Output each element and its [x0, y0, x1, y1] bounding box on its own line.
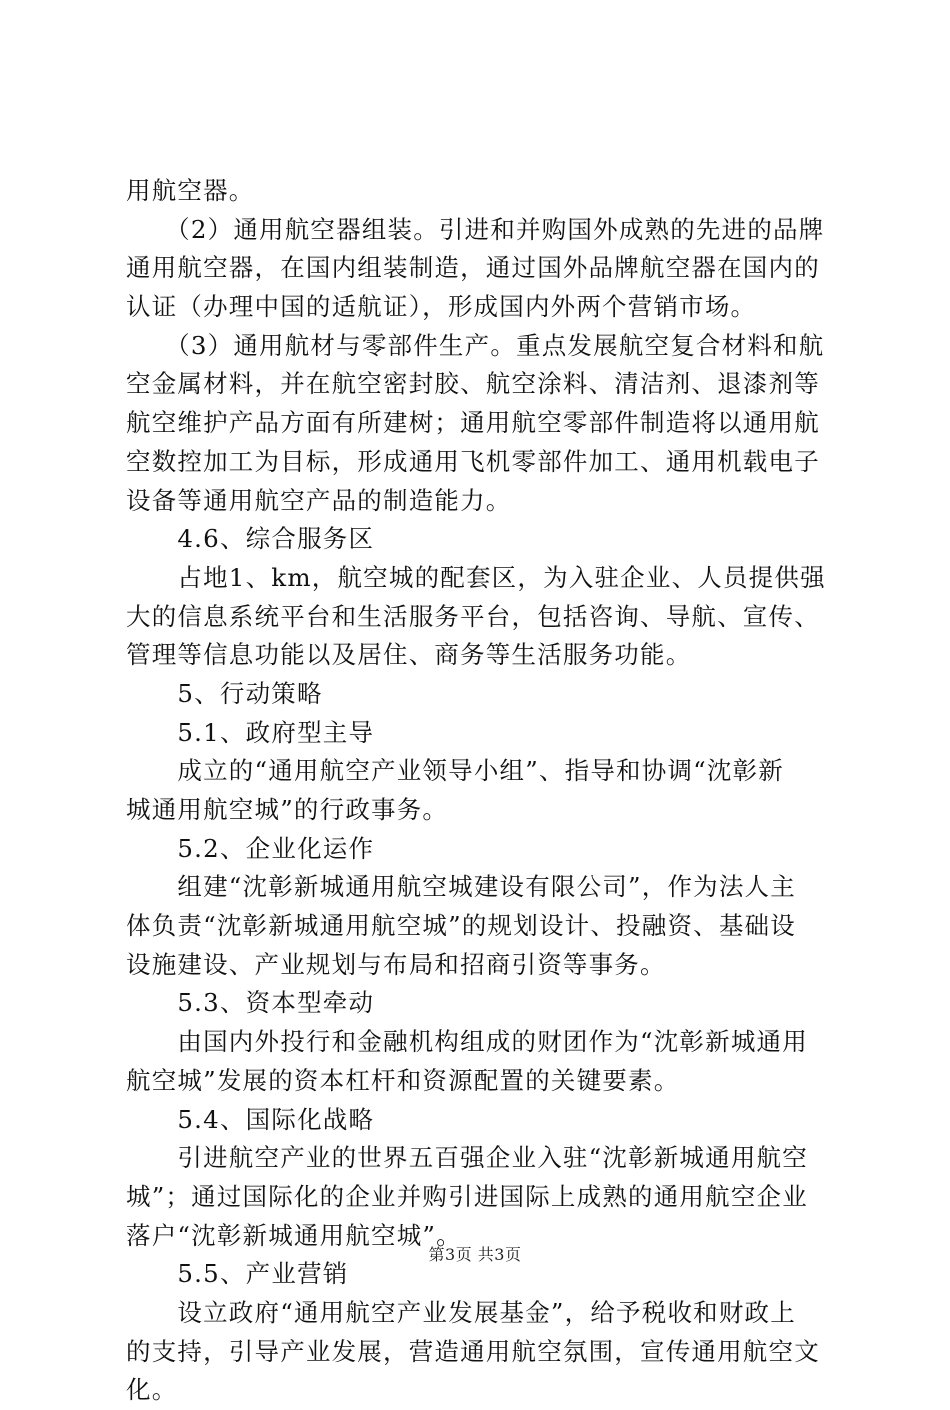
text-line: 通用航空器，在国内组装制造，通过国外品牌航空器在国内的: [126, 253, 820, 283]
text-line: （2）通用航空器组装。引进和并购国外成熟的先进的品牌: [126, 214, 825, 244]
text-line: 引进航空产业的世界五百强企业入驻“沈彰新城通用航空: [126, 1143, 808, 1173]
section-heading: 5.4、国际化战略: [126, 1104, 375, 1134]
section-heading: 5.5、产业营销: [126, 1259, 349, 1289]
text-line: 城通用航空城”的行政事务。: [126, 795, 449, 824]
text-line: 化。: [126, 1375, 178, 1405]
text-line: 设施建设、产业规划与布局和招商引资等事务。: [126, 949, 666, 979]
text-line: 成立的“通用航空产业领导小组”、指导和协调“沈彰新: [126, 756, 784, 786]
text-line: 城”；通过国际化的企业并购引进国际上成熟的通用航空企业: [126, 1181, 808, 1211]
text-line: 空金属材料，并在航空密封胶、航空涂料、清洁剂、退漆剂等: [126, 369, 820, 399]
text-line: 用航空器。: [126, 176, 255, 205]
section-heading: 4.6、综合服务区: [126, 524, 375, 554]
body-text: [126, 172, 830, 1410]
text-line: 由国内外投行和金融机构组成的财团作为“沈彰新城通用: [126, 1027, 808, 1057]
text-line: 组建“沈彰新城通用航空城建设有限公司”，作为法人主: [126, 872, 796, 902]
text-line: 航空城”发展的资本杠杆和资源配置的关键要素。: [126, 1065, 680, 1095]
text-line: 管理等信息功能以及居住、商务等生活服务功能。: [126, 640, 692, 670]
text-line: 的支持，引导产业发展，营造通用航空氛围，宣传通用航空文: [126, 1336, 820, 1366]
text-line: 体负责“沈彰新城通用航空城”的规划设计、投融资、基础设: [126, 911, 796, 941]
text-line: 落户“沈彰新城通用航空城”。: [126, 1220, 462, 1250]
text-line: 设备等通用航空产品的制造能力。: [126, 485, 512, 515]
section-heading: 5.3、资本型牵动: [126, 988, 375, 1018]
text-line: 空数控加工为目标，形成通用飞机零部件加工、通用机载电子: [126, 446, 820, 476]
page-footer: [0, 1245, 950, 1265]
text-line: 航空维护产品方面有所建树；通用航空零部件制造将以通用航: [126, 408, 820, 438]
section-heading: 5、行动策略: [126, 678, 323, 708]
section-heading: 5.2、企业化运作: [126, 833, 375, 863]
page-number-label: 第3页 共3页: [428, 1245, 522, 1264]
text-line: （3）通用航材与零部件生产。重点发展航空复合材料和航: [126, 330, 825, 360]
text-line: 认证（办理中国的适航证），形成国内外两个营销市场。: [126, 292, 757, 322]
text-line: 设立政府“通用航空产业发展基金”，给予税收和财政上: [126, 1297, 796, 1327]
text-line: 大的信息系统平台和生活服务平台，包括咨询、导航、宣传、: [126, 601, 820, 631]
text-line: 占地1、km，航空城的配套区，为入驻企业、人员提供强: [126, 562, 826, 592]
section-heading: 5.1、政府型主导: [126, 717, 375, 747]
